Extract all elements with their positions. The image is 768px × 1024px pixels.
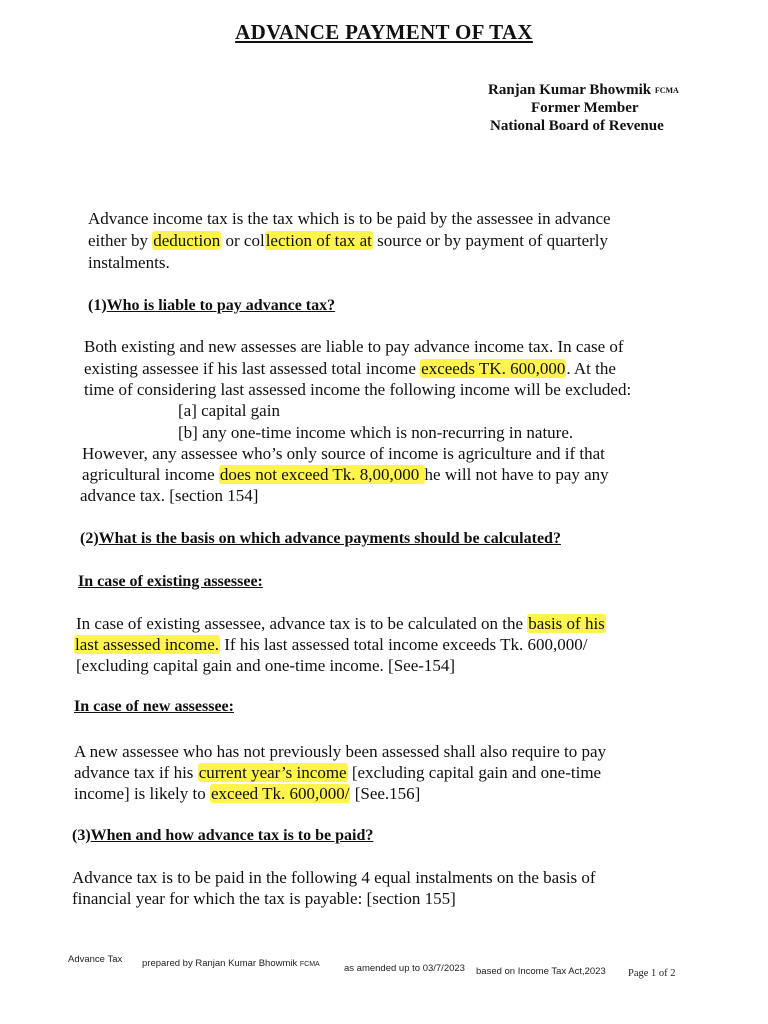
subheading-new [74, 697, 234, 717]
section-1-line-2 [84, 359, 616, 379]
body-text: existing assessee if his last assessed total income [84, 359, 421, 378]
intro-line-2 [88, 231, 608, 251]
new-line-3 [74, 784, 420, 804]
existing-line-1 [76, 614, 606, 634]
section-1-line-3: time of considering last assessed income the following income will be excluded: [84, 380, 632, 399]
author-name-text: Ranjan Kumar Bhowmik [488, 82, 652, 98]
footer-doc-name: Advance Tax [68, 954, 123, 965]
body-text: [excluding capital gain and one-time [347, 763, 602, 782]
list-item-a: [a] capital gain [178, 401, 280, 420]
highlight-basis: basis of his [528, 614, 605, 633]
highlight-current-year: current year’s income [198, 763, 347, 782]
footer-prepared-text: prepared by Ranjan Kumar Bhowmik [142, 958, 298, 969]
section-title: What is the basis on which advance payments should be calculated? [98, 530, 561, 547]
intro-line-1: Advance income tax is the tax which is to be paid by the assessee in advance [88, 209, 611, 228]
highlight-collection: lection of tax at [265, 231, 372, 250]
body-text: agricultural income [82, 465, 219, 484]
list-item-b: [b] any one-time income which is non-recurring in nature. [178, 423, 574, 442]
intro-line-3: instalments. [88, 253, 170, 272]
highlight-deduction: deduction [153, 231, 221, 250]
section-2-heading [80, 529, 561, 549]
section-3-line-2: financial year for which the tax is payable: [section 155] [72, 889, 456, 908]
existing-line-2 [74, 635, 587, 655]
section-title: Who is liable to pay advance tax? [106, 297, 336, 314]
section-1-line-6: advance tax. [section 154] [80, 486, 259, 505]
author-name [488, 82, 679, 99]
body-text: income] is likely to [74, 784, 210, 803]
body-text: . At the [566, 359, 616, 378]
section-1-line-4: However, any assessee who’s only source of income is agriculture and if that [82, 444, 605, 463]
section-3-heading [72, 826, 373, 846]
footer-amended: as amended up to 03/7/2023 [344, 963, 465, 974]
body-text: In case of existing assessee, advance tax is to be calculated on the [76, 614, 528, 633]
intro-text: or col [221, 231, 265, 250]
subheading-existing [78, 572, 263, 592]
highlight-last-assessed: last assessed income. [75, 635, 219, 654]
author-suffix: FCMA [654, 86, 679, 95]
subheading-text: In case of new assessee: [74, 698, 234, 715]
new-line-2 [74, 763, 601, 783]
footer-based: based on Income Tax Act,2023 [476, 966, 606, 977]
intro-text: source or by payment of quarterly [372, 231, 608, 250]
intro-text: either by [88, 231, 153, 250]
existing-line-3: [excluding capital gain and one-time income. [See-154] [76, 656, 456, 675]
footer-page-number: Page 1 of 2 [628, 968, 676, 979]
section-1-line-5 [82, 465, 609, 485]
section-title: When and how advance tax is to be paid? [90, 827, 374, 844]
highlight-exceeds: exceeds TK. 600,000 [421, 359, 566, 378]
section-number: (2) [80, 530, 99, 547]
body-text: [See.156] [350, 784, 421, 803]
body-text: advance tax if his [74, 763, 198, 782]
new-line-1: A new assessee who has not previously been assessed shall also require to pay [74, 742, 607, 761]
footer-suffix: FCMA [299, 961, 320, 968]
section-number: (3) [72, 827, 91, 844]
section-1-line-1: Both existing and new assesses are liable to pay advance income tax. In case of [84, 337, 624, 356]
section-number: (1) [88, 297, 107, 314]
footer-prepared [142, 958, 320, 969]
highlight-not-exceed: does not exceed Tk. 8,00,000 [219, 465, 424, 484]
body-text: If his last assessed total income exceeds Tk. 600,000/ [220, 635, 588, 654]
page-title: ADVANCE PAYMENT OF TAX [235, 20, 533, 44]
section-3-line-1: Advance tax is to be paid in the following 4 equal instalments on the basis of [72, 868, 596, 887]
author-role: Former Member [531, 100, 639, 116]
author-org: National Board of Revenue [490, 118, 664, 134]
highlight-exceed-600000: exceed Tk. 600,000/ [210, 784, 350, 803]
body-text: he will not have to pay any [424, 465, 609, 484]
subheading-text: In case of existing assessee: [78, 573, 263, 590]
section-1-heading [88, 296, 335, 316]
